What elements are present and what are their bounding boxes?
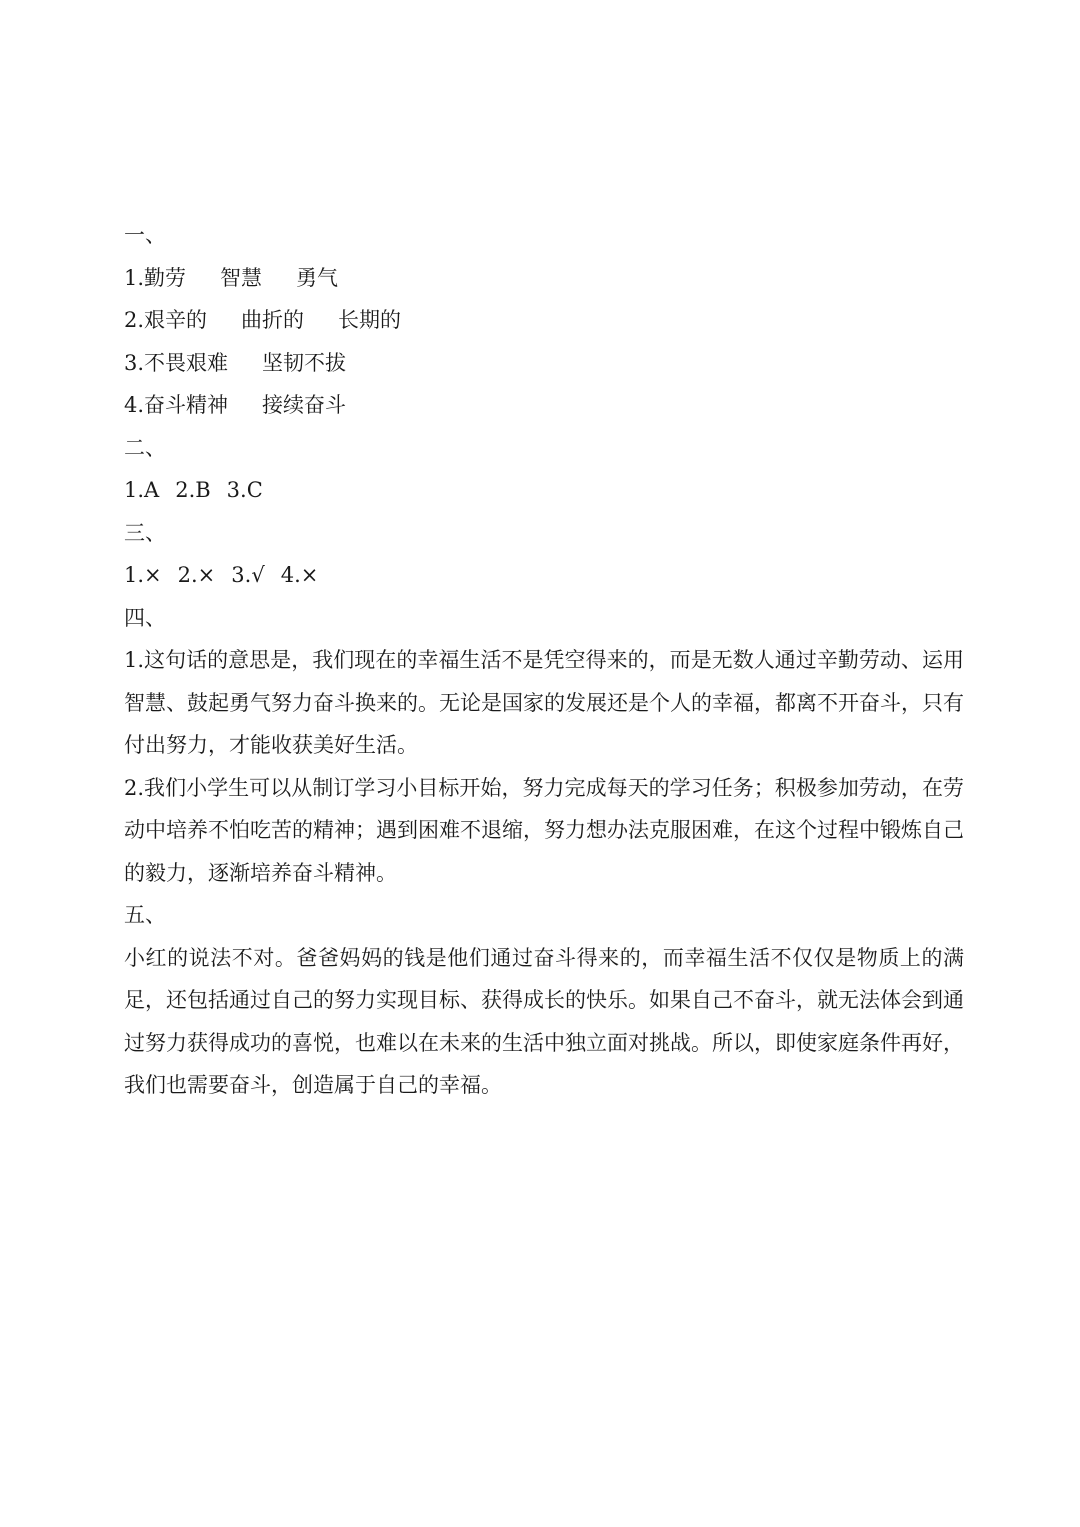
- answer-text: 2.×: [177, 563, 216, 587]
- answer-text: 长期的: [338, 308, 402, 332]
- section-4-paragraph-1: 1.这句话的意思是，我们现在的幸福生活不是凭空得来的，而是无数人通过辛勤劳动、运用智慧、鼓起勇气努力奋斗换来的。无论是国家的发展还是个人的幸福，都离不开奋斗，只有付出努力，才能收获美好生活。: [124, 648, 964, 757]
- answer-text: 1.勤劳: [124, 265, 187, 290]
- answer-text: 1.A: [124, 478, 160, 502]
- answer-text: 2.艰辛的: [124, 308, 208, 332]
- section-1-item-4: [124, 384, 964, 427]
- section-5-paragraph: 小红的说法不对。爸爸妈妈的钱是他们通过奋斗得来的，而幸福生活不仅仅是物质上的满足，还包括通过自己的努力实现目标、获得成长的快乐。如果自己不奋斗，就无法体会到通过努力获得成功的喜悦，也难以在未来的生活中独立面对挑战。所以，即使家庭条件再好，我们也需要奋斗，创造属于自己的幸福。: [124, 945, 964, 1097]
- section-5-heading: 五、: [124, 903, 166, 927]
- answer-text: 4.奋斗精神: [124, 393, 229, 417]
- answer-text: 1.×: [124, 563, 162, 587]
- section-1-item-2: [124, 299, 964, 342]
- answer-content: [124, 214, 964, 1107]
- section-3-answers: [124, 554, 964, 597]
- section-1-heading: 一、: [124, 223, 166, 247]
- section-1-item-3: [124, 342, 964, 385]
- section-4-heading: 四、: [124, 605, 166, 630]
- answer-text: 3.√: [231, 563, 265, 587]
- section-2-answers: [124, 469, 964, 512]
- answer-text: 勇气: [296, 265, 339, 290]
- answer-text: 曲折的: [241, 308, 305, 332]
- answer-text: 3.不畏艰难: [124, 350, 229, 375]
- section-1-item-1: [124, 257, 964, 300]
- answer-text: 坚韧不拔: [262, 350, 347, 375]
- answer-text: 3.C: [226, 478, 263, 502]
- section-3-heading: 三、: [124, 520, 166, 545]
- answer-text: 2.B: [175, 478, 211, 502]
- answer-text: 智慧: [220, 265, 263, 290]
- answer-text: 4.×: [280, 563, 319, 587]
- section-4-paragraph-2: 2.我们小学生可以从制订学习小目标开始，努力完成每天的学习任务；积极参加劳动，在劳动中培养不怕吃苦的精神；遇到困难不退缩，努力想办法克服困难，在这个过程中锻炼自己的毅力，逐渐培养奋斗精神。: [124, 775, 964, 885]
- answer-text: 接续奋斗: [262, 393, 347, 417]
- section-2-heading: 二、: [124, 435, 166, 460]
